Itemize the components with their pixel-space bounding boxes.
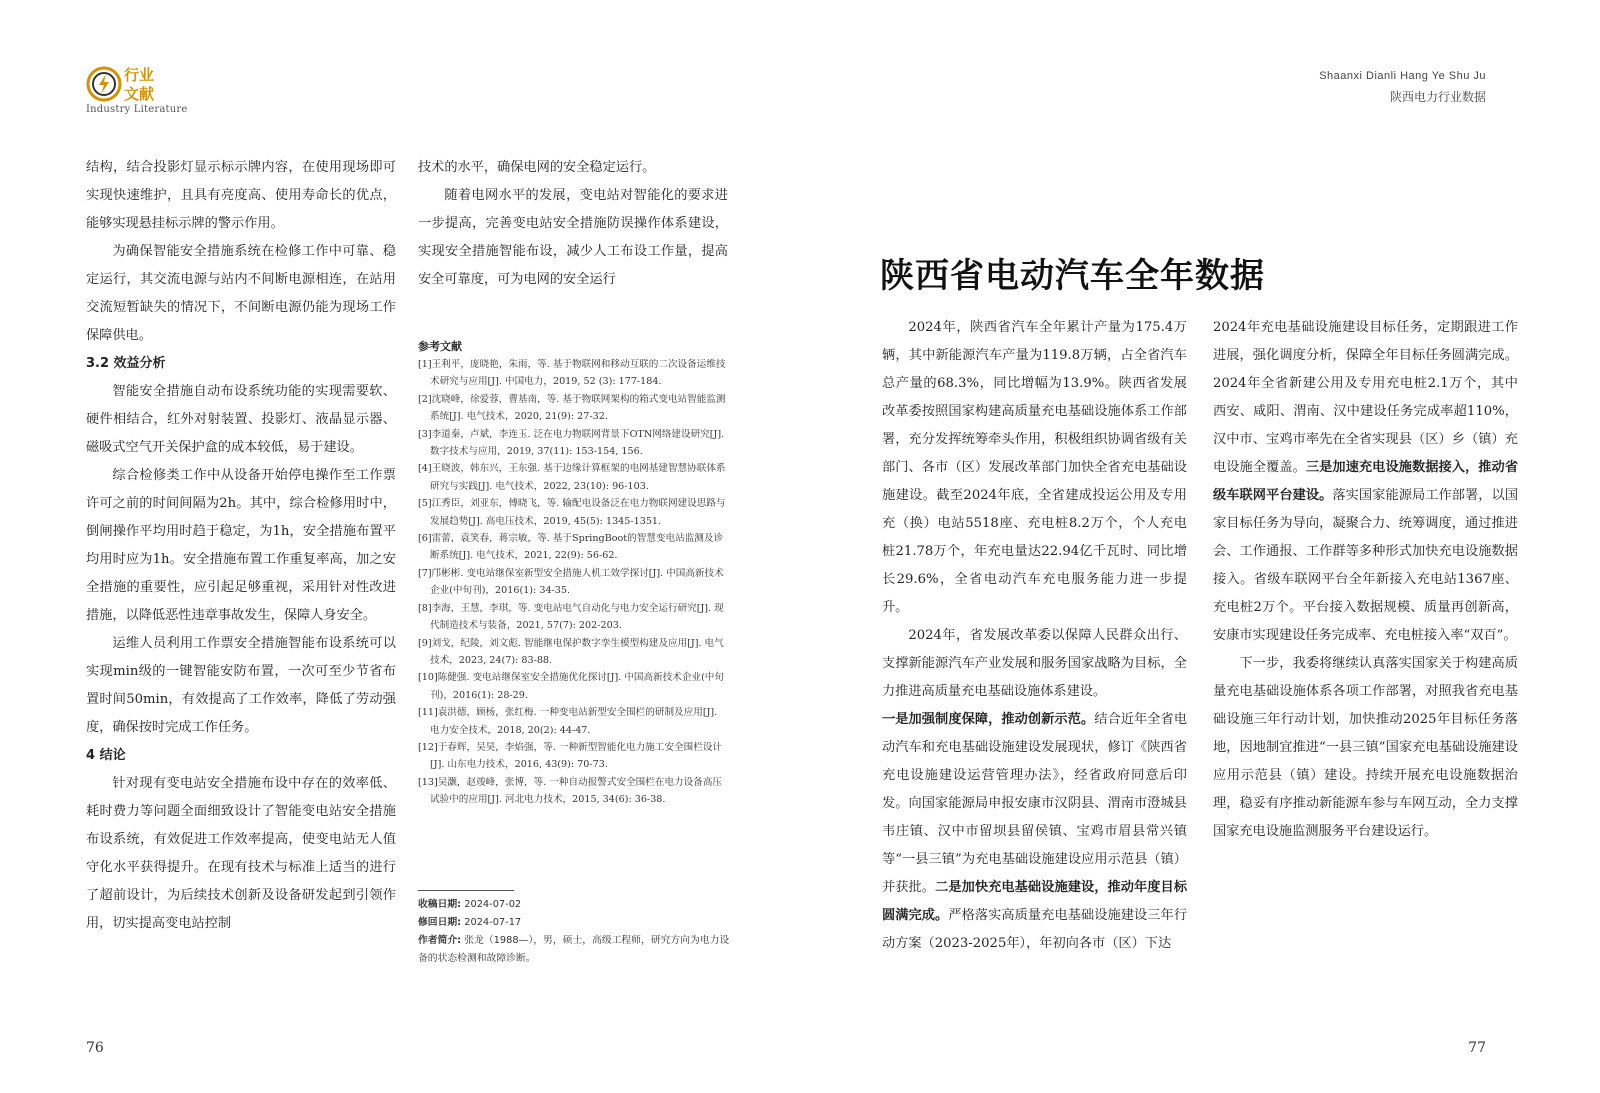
- reference-item: [7]邝彬彬. 变电站继保室新型安全措施人机工效学探讨[J]. 中国高新技术企业(中旬刊)，2016(1): 34-35.: [418, 567, 724, 597]
- paragraph: 2024年，省发展改革委以保障人民群众出行、支撑新能源汽车产业发展和服务国家战略为目标，全力推进高质量充电基础设施体系建设。: [882, 628, 1187, 699]
- paragraph: 2024年充电基础设施建设目标任务，定期跟进工作进展，强化调度分析，保障全年目标任务圆满完成。2024年全省新建公用及专用充电桩2.1万个，其中西安、咸阳、渭南、汉中建设任务完成率超110%，汉中市、宝鸡市率先在全省实现县（区）乡（镇）充电设施全覆盖。三是加速充电设施数据接入，推动省级车联网平台建设。落实国家能源局工作部署，以国家目标任务为导向，凝聚合力、统筹调度，通过推进会、工作通报、工作群等多种形式加快充电设施数据接入。省级车联网平台全年新接入充电站1367座、充电桩2万个。平台接入数据规模、质量再创新高，安康市实现建设任务完成率、充电桩接入率“双百”。: [1213, 320, 1519, 643]
- section-heading: 3.2 效益分析: [86, 356, 166, 371]
- left-column-2: [418, 154, 728, 294]
- paragraph: 综合检修类工作中从设备开始停电操作至工作票许可之前的时间间隔为2h。其中，综合检修用时中，倒闸操作平均用时趋于稳定，为1h，安全措施布置平均用时应为1h。安全措施布置工作重复率高，加之安全措施的重要性，应引起足够重视，采用针对性改进措施，以降低恶性违章事故发生，保障人身安全。: [86, 468, 396, 623]
- page-number-right: 77: [1468, 1040, 1486, 1056]
- section-label-en: Industry Literature: [86, 104, 188, 115]
- paragraph: 智能安全措施自动布设系统功能的实现需要软、硬件相结合，红外对射装置、投影灯、液晶显示器、磁吸式空气开关保护盒的成本较低，易于建设。: [86, 384, 396, 455]
- author-bio: 作者简介: 张龙（1988—），男，硕士，高级工程师，研究方向为电力设备的状态检测和故障诊断。: [418, 935, 730, 964]
- revised-date: 修回日期: 2024-07-17: [418, 917, 522, 928]
- reference-item: [3]李道秦，卢斌，李连玉. 泛在电力物联网背景下OTN网络建设研究[J]. 数字技术与应用，2019, 37(11): 153-154, 156.: [418, 428, 725, 458]
- reference-item: [1]王利平，庞晓艳，朱雨，等. 基于物联网和移动互联的二次设备运维技术研究与应用[J]. 中国电力，2019, 52 (3): 177-184.: [418, 359, 726, 388]
- reference-item: [6]雷蕾，袁笑春，蒋宗敏，等. 基于SpringBoot的智慧变电站监测及诊断系统[J]. 电气技术，2021, 22(9): 56-62.: [418, 533, 724, 562]
- paragraph: 技术的水平，确保电网的安全稳定运行。: [418, 160, 656, 175]
- header-pinyin: Shaanxi Dianli Hang Ye Shu Ju: [1319, 70, 1486, 82]
- divider: [418, 890, 514, 891]
- paragraph: 一是加强制度保障，推动创新示范。结合近年全省电动汽车和充电基础设施建设发展现状，修订《陕西省充电设施建设运营管理办法》，经省政府同意后印发。向国家能源局申报安康市汉阴县、渭南市澄城县韦庄镇、汉中市留坝县留侯镇、宝鸡市眉县常兴镇等“一县三镇”为充电基础设施建设应用示范县（镇）并获批。二是加快充电基础设施建设，推动年度目标圆满完成。严格落实高质量充电基础设施建设三年行动方案（2023-2025年），年初向各市（区）下达: [882, 712, 1188, 951]
- left-column-1: [86, 154, 396, 938]
- right-column-1: [882, 314, 1187, 958]
- paragraph: 运维人员利用工作票安全措施智能布设系统可以实现min级的一键智能安防布置，一次可至少节省布置时间50min，有效提高了工作效率，降低了劳动强度，确保按时完成工作任务。: [86, 636, 396, 735]
- received-date: 收稿日期: 2024-07-02: [418, 899, 522, 910]
- section-label-2: 文献: [124, 85, 155, 103]
- right-column-2: [1213, 314, 1518, 846]
- reference-item: [11]袁洪德，顾杨，张红梅. 一种变电站新型安全围栏的研制及应用[J]. 电力安全技术，2018, 20(2): 44-47.: [418, 707, 718, 736]
- header-title-cn: 陕西电力行业数据: [1389, 90, 1486, 104]
- paragraph: 针对现有变电站安全措施布设中存在的效率低、耗时费力等问题全面细致设计了智能变电站安全措施布设系统，有效促进工作效率提高，使变电站无人值守化水平获得提升。在现有技术与标准上适当的进行了超前设计，为后续技术创新及设备研发起到引领作用，切实提高变电站控制: [86, 776, 396, 931]
- reference-item: [10]陈健强. 变电站继保室安全措施优化探讨[J]. 中国高新技术企业(中旬刊)，2016(1): 28-29.: [418, 672, 724, 701]
- references-list: [418, 356, 728, 809]
- article-info: [418, 896, 738, 968]
- paragraph: 结构，结合投影灯显示标示牌内容，在使用现场即可实现快速维护，且具有亮度高、使用寿命长的优点，能够实现悬挂标示牌的警示作用。: [86, 160, 396, 231]
- section-heading: 4 结论: [86, 748, 126, 763]
- reference-item: [12]于春辉，吴昊，李焰强，等. 一种新型智能化电力施工安全围栏设计[J]. 山东电力技术，2016, 43(9): 70-73.: [418, 741, 723, 771]
- reference-item: [4]王晓波，韩东兴，王东强. 基于边缘计算框架的电网基建智慧协联体系研究与实践[J]. 电气技术，2022, 23(10): 96-103.: [418, 463, 726, 492]
- lightning-logo-icon: [84, 64, 124, 104]
- paragraph: 为确保智能安全措施系统在检修工作中可靠、稳定运行，其交流电源与站内不间断电源相连，在站用交流短暂缺失的情况下，不间断电源仍能为现场工作保障供电。: [86, 244, 396, 343]
- section-label-1: 行业: [124, 66, 155, 84]
- article-title: 陕西省电动汽车全年数据: [880, 256, 1265, 296]
- page-number-left: 76: [86, 1040, 104, 1056]
- reference-item: [13]吴灏，赵竣峰，张博，等. 一种自动报警式安全围栏在电力设备高压试验中的应用[J]. 河北电力技术，2015, 34(6): 36-38.: [418, 776, 723, 806]
- reference-item: [5]江秀臣，刘亚东，傅晓飞，等. 输配电设备泛在电力物联网建设思路与发展趋势[J]. 高电压技术，2019, 45(5): 1345-1351.: [418, 498, 726, 527]
- paragraph: 下一步，我委将继续认真落实国家关于构建高质量充电基础设施体系各项工作部署，对照我省充电基础设施三年行动计划，加快推动2025年目标任务落地，因地制宜推进“一县三镇”国家充电基础设施建设应用示范县（镇）建设。持续开展充电设施数据治理，稳妥有序推动新能源车参与车网互动，全力支撑国家充电设施监测服务平台建设运行。: [1213, 656, 1518, 839]
- paragraph: 随着电网水平的发展，变电站对智能化的要求进一步提高，完善变电站安全措施防误操作体系建设，实现安全措施智能布设，减少人工布设工作量，提高安全可靠度，可为电网的安全运行: [418, 188, 728, 287]
- references-title: 参考文献: [418, 340, 462, 353]
- section-label: [124, 66, 154, 104]
- paragraph: 2024年，陕西省汽车全年累计产量为175.4万辆，其中新能源汽车产量为119.8万辆，占全省汽车总产量的68.3%，同比增幅为13.9%。陕西省发展改革委按照国家构建高质量充电基础设施体系工作部署，充分发挥统筹牵头作用，积极组织协调省级有关部门、各市（区）发展改革部门加快全省充电基础设施建设。截至2024年底，全省建成投运公用及专用充（换）电站5518座、充电桩8.2万个，个人充电桩21.78万个，年充电量达22.94亿千瓦时、同比增长29.6%，全省电动汽车充电服务能力进一步提升。: [882, 320, 1187, 615]
- reference-item: [8]李海，王慧，李琪，等. 变电站电气自动化与电力安全运行研究[J]. 现代制造技术与装备，2021, 57(7): 202-203.: [418, 602, 724, 632]
- reference-item: [9]刘戈，纪陵，刘文彪. 智能继电保护数字孪生模型构建及应用[J]. 电气技术，2023, 24(7): 83-88.: [418, 637, 724, 666]
- reference-item: [2]沈晓峰，徐爱蓉，曹基南，等. 基于物联网架构的箱式变电站智能监测系统[J]. 电气技术，2020, 21(9): 27-32.: [418, 393, 726, 423]
